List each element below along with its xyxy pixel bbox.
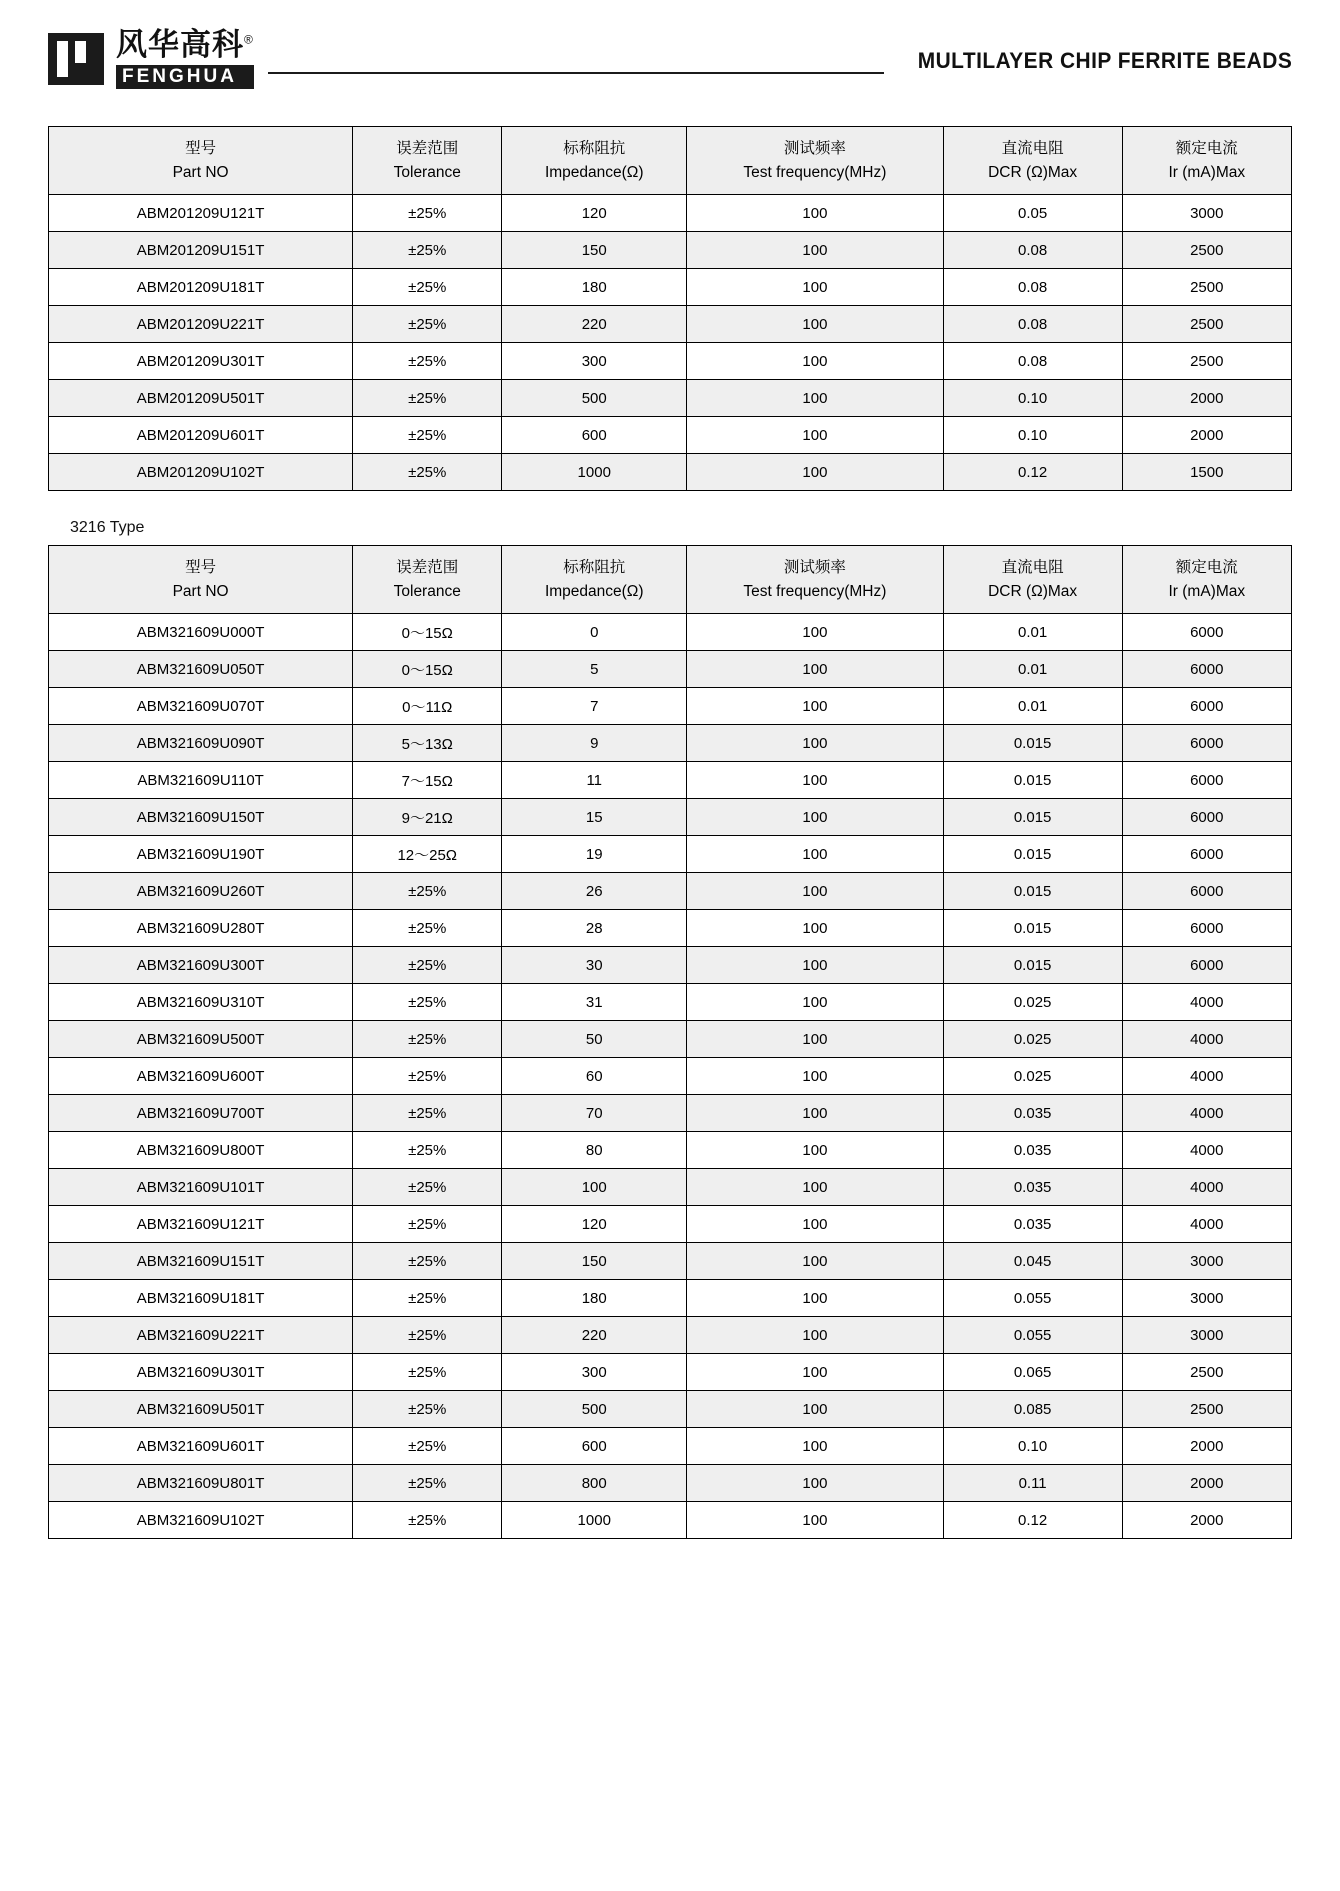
cell-rated-current: 4000 xyxy=(1122,1095,1291,1132)
cell-test-frequency: 100 xyxy=(687,1354,943,1391)
cell-impedance: 500 xyxy=(502,1391,687,1428)
cell-dcr: 0.01 xyxy=(943,651,1122,688)
cell-rated-current: 2000 xyxy=(1122,1502,1291,1539)
cell-rated-current: 3000 xyxy=(1122,1317,1291,1354)
cell-test-frequency: 100 xyxy=(687,306,943,343)
cell-part-no: ABM321609U050T xyxy=(49,651,353,688)
cell-part-no: ABM201209U102T xyxy=(49,454,353,491)
cell-impedance: 60 xyxy=(502,1058,687,1095)
table-row xyxy=(49,454,1292,491)
cell-dcr: 0.05 xyxy=(943,195,1122,232)
cell-test-frequency: 100 xyxy=(687,614,943,651)
cell-dcr: 0.015 xyxy=(943,799,1122,836)
table-row xyxy=(49,195,1292,232)
cell-test-frequency: 100 xyxy=(687,1243,943,1280)
cell-part-no: ABM321609U190T xyxy=(49,836,353,873)
cell-impedance: 30 xyxy=(502,947,687,984)
cell-rated-current: 6000 xyxy=(1122,725,1291,762)
cell-rated-current: 6000 xyxy=(1122,836,1291,873)
cell-dcr: 0.035 xyxy=(943,1095,1122,1132)
table-row xyxy=(49,1058,1292,1095)
cell-impedance: 150 xyxy=(502,232,687,269)
cell-impedance: 80 xyxy=(502,1132,687,1169)
table-row xyxy=(49,1391,1292,1428)
col-header-tolerance: 误差范围 Tolerance xyxy=(353,127,502,195)
col-header-test-frequency: 测试频率 Test frequency(MHz) xyxy=(687,546,943,614)
table-row xyxy=(49,762,1292,799)
cell-tolerance: ±25% xyxy=(353,1428,502,1465)
cell-dcr: 0.01 xyxy=(943,688,1122,725)
cell-part-no: ABM201209U221T xyxy=(49,306,353,343)
table-row xyxy=(49,1206,1292,1243)
cell-part-no: ABM321609U700T xyxy=(49,1095,353,1132)
table-row xyxy=(49,836,1292,873)
cell-rated-current: 4000 xyxy=(1122,1169,1291,1206)
cell-impedance: 220 xyxy=(502,306,687,343)
table-row xyxy=(49,1428,1292,1465)
table-row xyxy=(49,1317,1292,1354)
cell-rated-current: 2000 xyxy=(1122,1465,1291,1502)
cell-dcr: 0.11 xyxy=(943,1465,1122,1502)
cell-tolerance: ±25% xyxy=(353,380,502,417)
cell-test-frequency: 100 xyxy=(687,1280,943,1317)
cell-tolerance: ±25% xyxy=(353,1502,502,1539)
cell-rated-current: 3000 xyxy=(1122,1280,1291,1317)
table-3216-wrapper xyxy=(48,545,1292,1539)
cell-test-frequency: 100 xyxy=(687,799,943,836)
cell-dcr: 0.065 xyxy=(943,1354,1122,1391)
cell-dcr: 0.12 xyxy=(943,1502,1122,1539)
col-header-rated-current: 额定电流 Ir (mA)Max xyxy=(1122,546,1291,614)
cell-test-frequency: 100 xyxy=(687,1428,943,1465)
table-header xyxy=(49,127,1292,195)
cell-impedance: 1000 xyxy=(502,1502,687,1539)
cell-test-frequency: 100 xyxy=(687,195,943,232)
cell-tolerance: ±25% xyxy=(353,947,502,984)
cell-tolerance: ±25% xyxy=(353,1058,502,1095)
cell-rated-current: 2500 xyxy=(1122,306,1291,343)
table-row xyxy=(49,417,1292,454)
table-row xyxy=(49,651,1292,688)
cell-dcr: 0.015 xyxy=(943,836,1122,873)
cell-tolerance: ±25% xyxy=(353,1354,502,1391)
cell-test-frequency: 100 xyxy=(687,1132,943,1169)
cell-tolerance: ±25% xyxy=(353,1021,502,1058)
cell-impedance: 120 xyxy=(502,195,687,232)
cell-dcr: 0.015 xyxy=(943,725,1122,762)
cell-rated-current: 6000 xyxy=(1122,614,1291,651)
cell-test-frequency: 100 xyxy=(687,947,943,984)
cell-tolerance: 9～21Ω xyxy=(353,799,502,836)
cell-rated-current: 3000 xyxy=(1122,1243,1291,1280)
cell-rated-current: 4000 xyxy=(1122,1132,1291,1169)
cell-impedance: 180 xyxy=(502,269,687,306)
cell-part-no: ABM321609U000T xyxy=(49,614,353,651)
table-row xyxy=(49,269,1292,306)
table-row xyxy=(49,688,1292,725)
cell-impedance: 26 xyxy=(502,873,687,910)
cell-tolerance: ±25% xyxy=(353,873,502,910)
cell-test-frequency: 100 xyxy=(687,1169,943,1206)
fenghua-logo-icon xyxy=(48,33,104,85)
cell-part-no: ABM321609U310T xyxy=(49,984,353,1021)
cell-dcr: 0.085 xyxy=(943,1391,1122,1428)
table-row xyxy=(49,984,1292,1021)
cell-rated-current: 6000 xyxy=(1122,873,1291,910)
cell-impedance: 300 xyxy=(502,1354,687,1391)
cell-part-no: ABM321609U801T xyxy=(49,1465,353,1502)
table-row xyxy=(49,1132,1292,1169)
cell-impedance: 28 xyxy=(502,910,687,947)
cell-part-no: ABM321609U121T xyxy=(49,1206,353,1243)
cell-test-frequency: 100 xyxy=(687,1058,943,1095)
cell-rated-current: 3000 xyxy=(1122,195,1291,232)
cell-tolerance: ±25% xyxy=(353,1243,502,1280)
cell-test-frequency: 100 xyxy=(687,910,943,947)
cell-tolerance: ±25% xyxy=(353,1095,502,1132)
cell-rated-current: 2000 xyxy=(1122,380,1291,417)
cell-dcr: 0.025 xyxy=(943,1021,1122,1058)
col-header-part-no: 型号 Part NO xyxy=(49,127,353,195)
table-1206-wrapper xyxy=(48,126,1292,491)
cell-part-no: ABM201209U601T xyxy=(49,417,353,454)
cell-test-frequency: 100 xyxy=(687,1502,943,1539)
cell-rated-current: 6000 xyxy=(1122,651,1291,688)
cell-dcr: 0.025 xyxy=(943,1058,1122,1095)
cell-dcr: 0.01 xyxy=(943,614,1122,651)
table-header xyxy=(49,546,1292,614)
cell-dcr: 0.025 xyxy=(943,984,1122,1021)
cell-rated-current: 2500 xyxy=(1122,343,1291,380)
table-row xyxy=(49,1021,1292,1058)
table-row xyxy=(49,1095,1292,1132)
cell-rated-current: 4000 xyxy=(1122,1021,1291,1058)
table-row xyxy=(49,1280,1292,1317)
cell-tolerance: 7～15Ω xyxy=(353,762,502,799)
cell-rated-current: 6000 xyxy=(1122,762,1291,799)
cell-rated-current: 2500 xyxy=(1122,232,1291,269)
table-row xyxy=(49,380,1292,417)
cell-rated-current: 2500 xyxy=(1122,269,1291,306)
cell-part-no: ABM321609U501T xyxy=(49,1391,353,1428)
table-row xyxy=(49,1502,1292,1539)
cell-part-no: ABM201209U501T xyxy=(49,380,353,417)
col-header-dcr: 直流电阻 DCR (Ω)Max xyxy=(943,127,1122,195)
cell-part-no: ABM321609U070T xyxy=(49,688,353,725)
cell-impedance: 500 xyxy=(502,380,687,417)
table-row xyxy=(49,873,1292,910)
cell-part-no: ABM321609U600T xyxy=(49,1058,353,1095)
cell-impedance: 70 xyxy=(502,1095,687,1132)
cell-part-no: ABM321609U181T xyxy=(49,1280,353,1317)
cell-rated-current: 4000 xyxy=(1122,1058,1291,1095)
cell-tolerance: 0～15Ω xyxy=(353,614,502,651)
cell-dcr: 0.10 xyxy=(943,380,1122,417)
cell-part-no: ABM321609U300T xyxy=(49,947,353,984)
cell-dcr: 0.08 xyxy=(943,232,1122,269)
cell-part-no: ABM201209U301T xyxy=(49,343,353,380)
cell-tolerance: ±25% xyxy=(353,454,502,491)
ferrite-bead-table-3216 xyxy=(48,545,1292,1539)
cell-rated-current: 6000 xyxy=(1122,688,1291,725)
cell-part-no: ABM321609U260T xyxy=(49,873,353,910)
table-row xyxy=(49,1169,1292,1206)
cell-test-frequency: 100 xyxy=(687,762,943,799)
cell-part-no: ABM321609U280T xyxy=(49,910,353,947)
cell-tolerance: 5～13Ω xyxy=(353,725,502,762)
cell-rated-current: 4000 xyxy=(1122,1206,1291,1243)
section-label-3216: 3216 Type xyxy=(70,519,145,536)
cell-test-frequency: 100 xyxy=(687,454,943,491)
cell-rated-current: 6000 xyxy=(1122,947,1291,984)
cell-part-no: ABM321609U500T xyxy=(49,1021,353,1058)
cell-test-frequency: 100 xyxy=(687,725,943,762)
table-row xyxy=(49,306,1292,343)
col-header-test-frequency: 测试频率 Test frequency(MHz) xyxy=(687,127,943,195)
cell-part-no: ABM321609U221T xyxy=(49,1317,353,1354)
cell-rated-current: 6000 xyxy=(1122,910,1291,947)
cell-tolerance: 12～25Ω xyxy=(353,836,502,873)
cell-test-frequency: 100 xyxy=(687,417,943,454)
table-row xyxy=(49,947,1292,984)
ferrite-bead-table-2012 xyxy=(48,126,1292,491)
cell-part-no: ABM321609U090T xyxy=(49,725,353,762)
cell-tolerance: ±25% xyxy=(353,1132,502,1169)
cell-impedance: 15 xyxy=(502,799,687,836)
cell-impedance: 120 xyxy=(502,1206,687,1243)
registered-trademark-icon: ® xyxy=(244,32,254,47)
cell-impedance: 9 xyxy=(502,725,687,762)
cell-test-frequency: 100 xyxy=(687,1317,943,1354)
cell-rated-current: 6000 xyxy=(1122,799,1291,836)
cell-tolerance: ±25% xyxy=(353,1206,502,1243)
cell-impedance: 150 xyxy=(502,1243,687,1280)
cell-impedance: 19 xyxy=(502,836,687,873)
col-header-part-no: 型号 Part NO xyxy=(49,546,353,614)
cell-tolerance: ±25% xyxy=(353,417,502,454)
table-row xyxy=(49,343,1292,380)
cell-dcr: 0.045 xyxy=(943,1243,1122,1280)
cell-dcr: 0.035 xyxy=(943,1132,1122,1169)
table-body xyxy=(49,614,1292,1539)
cell-dcr: 0.015 xyxy=(943,873,1122,910)
table-body xyxy=(49,195,1292,491)
cell-test-frequency: 100 xyxy=(687,873,943,910)
col-header-impedance: 标称阻抗 Impedance(Ω) xyxy=(502,127,687,195)
cell-dcr: 0.015 xyxy=(943,762,1122,799)
cell-tolerance: ±25% xyxy=(353,306,502,343)
cell-test-frequency: 100 xyxy=(687,1391,943,1428)
cell-test-frequency: 100 xyxy=(687,651,943,688)
cell-test-frequency: 100 xyxy=(687,1206,943,1243)
company-logo xyxy=(48,29,254,89)
cell-tolerance: ±25% xyxy=(353,195,502,232)
table-row xyxy=(49,725,1292,762)
col-header-rated-current: 额定电流 Ir (mA)Max xyxy=(1122,127,1291,195)
cell-rated-current: 2500 xyxy=(1122,1391,1291,1428)
cell-impedance: 7 xyxy=(502,688,687,725)
cell-rated-current: 1500 xyxy=(1122,454,1291,491)
cell-impedance: 600 xyxy=(502,417,687,454)
cell-part-no: ABM201209U151T xyxy=(49,232,353,269)
cell-impedance: 100 xyxy=(502,1169,687,1206)
cell-part-no: ABM321609U301T xyxy=(49,1354,353,1391)
cell-test-frequency: 100 xyxy=(687,836,943,873)
cell-rated-current: 2500 xyxy=(1122,1354,1291,1391)
cell-tolerance: ±25% xyxy=(353,984,502,1021)
cell-dcr: 0.015 xyxy=(943,947,1122,984)
col-header-dcr: 直流电阻 DCR (Ω)Max xyxy=(943,546,1122,614)
cell-test-frequency: 100 xyxy=(687,269,943,306)
cell-impedance: 11 xyxy=(502,762,687,799)
cell-tolerance: ±25% xyxy=(353,269,502,306)
cell-dcr: 0.08 xyxy=(943,306,1122,343)
cell-part-no: ABM321609U101T xyxy=(49,1169,353,1206)
cell-rated-current: 4000 xyxy=(1122,984,1291,1021)
logo-text-block xyxy=(116,29,254,89)
cell-tolerance: ±25% xyxy=(353,1391,502,1428)
cell-tolerance: ±25% xyxy=(353,343,502,380)
col-header-impedance: 标称阻抗 Impedance(Ω) xyxy=(502,546,687,614)
table-row xyxy=(49,1354,1292,1391)
cell-impedance: 220 xyxy=(502,1317,687,1354)
cell-impedance: 5 xyxy=(502,651,687,688)
header-divider xyxy=(268,72,884,74)
cell-dcr: 0.10 xyxy=(943,1428,1122,1465)
table-row xyxy=(49,614,1292,651)
cell-part-no: ABM321609U102T xyxy=(49,1502,353,1539)
logo-chinese-name: 风华高科® xyxy=(116,27,254,62)
cell-dcr: 0.035 xyxy=(943,1206,1122,1243)
cell-tolerance: ±25% xyxy=(353,1465,502,1502)
logo-english-name: FENGHUA xyxy=(116,65,254,89)
table-row xyxy=(49,1465,1292,1502)
cell-dcr: 0.10 xyxy=(943,417,1122,454)
cell-tolerance: 0～11Ω xyxy=(353,688,502,725)
cell-dcr: 0.08 xyxy=(943,269,1122,306)
cell-impedance: 0 xyxy=(502,614,687,651)
cell-rated-current: 2000 xyxy=(1122,417,1291,454)
table-header-row xyxy=(49,546,1292,614)
cell-dcr: 0.12 xyxy=(943,454,1122,491)
cell-part-no: ABM321609U800T xyxy=(49,1132,353,1169)
cell-part-no: ABM321609U601T xyxy=(49,1428,353,1465)
cell-impedance: 300 xyxy=(502,343,687,380)
cell-rated-current: 2000 xyxy=(1122,1428,1291,1465)
cell-part-no: ABM201209U181T xyxy=(49,269,353,306)
cell-test-frequency: 100 xyxy=(687,1021,943,1058)
cell-part-no: ABM321609U150T xyxy=(49,799,353,836)
cell-tolerance: ±25% xyxy=(353,232,502,269)
cell-tolerance: ±25% xyxy=(353,1169,502,1206)
cell-impedance: 600 xyxy=(502,1428,687,1465)
cell-test-frequency: 100 xyxy=(687,232,943,269)
cell-tolerance: ±25% xyxy=(353,910,502,947)
table-row xyxy=(49,799,1292,836)
cell-dcr: 0.015 xyxy=(943,910,1122,947)
cell-test-frequency: 100 xyxy=(687,380,943,417)
cell-part-no: ABM321609U110T xyxy=(49,762,353,799)
table-row xyxy=(49,1243,1292,1280)
cell-impedance: 50 xyxy=(502,1021,687,1058)
cell-part-no: ABM201209U121T xyxy=(49,195,353,232)
cell-dcr: 0.08 xyxy=(943,343,1122,380)
cell-impedance: 800 xyxy=(502,1465,687,1502)
cell-tolerance: ±25% xyxy=(353,1280,502,1317)
table-row xyxy=(49,910,1292,947)
cell-test-frequency: 100 xyxy=(687,984,943,1021)
cell-tolerance: 0～15Ω xyxy=(353,651,502,688)
cell-test-frequency: 100 xyxy=(687,688,943,725)
cell-test-frequency: 100 xyxy=(687,1465,943,1502)
table-row xyxy=(49,232,1292,269)
cell-tolerance: ±25% xyxy=(353,1317,502,1354)
cell-dcr: 0.035 xyxy=(943,1169,1122,1206)
cell-dcr: 0.055 xyxy=(943,1280,1122,1317)
cell-impedance: 31 xyxy=(502,984,687,1021)
page-title: MULTILAYER CHIP FERRITE BEADS xyxy=(917,48,1292,73)
table-header-row xyxy=(49,127,1292,195)
cell-impedance: 180 xyxy=(502,1280,687,1317)
cell-dcr: 0.055 xyxy=(943,1317,1122,1354)
page-header xyxy=(48,0,1292,96)
cell-test-frequency: 100 xyxy=(687,343,943,380)
col-header-tolerance: 误差范围 Tolerance xyxy=(353,546,502,614)
cell-part-no: ABM321609U151T xyxy=(49,1243,353,1280)
cell-impedance: 1000 xyxy=(502,454,687,491)
cell-test-frequency: 100 xyxy=(687,1095,943,1132)
